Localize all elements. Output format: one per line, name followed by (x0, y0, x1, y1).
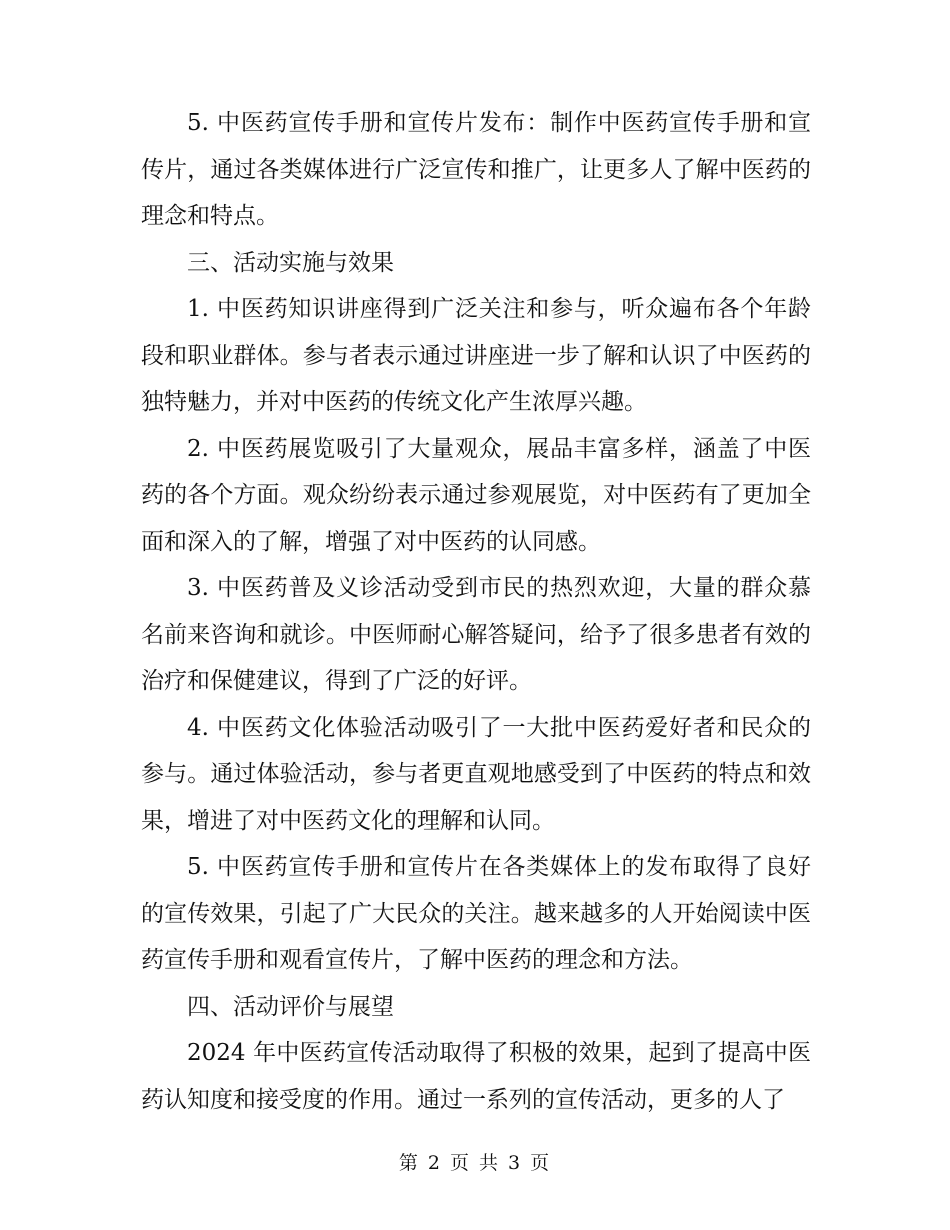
paragraph-result-5-publication: 5. 中医药宣传手册和宣传片在各类媒体上的发布取得了良好的宣传效果，引起了广大民众的关注。越来越多的人开始阅读中医药宣传手册和观看宣传片，了解中医药的理念和方法。 (141, 854, 811, 973)
section-heading-evaluation: 四、活动评价与展望 (187, 993, 394, 1020)
paragraph-item-5-publication: 5. 中医药宣传手册和宣传片发布：制作中医药宣传手册和宣传片，通过各类媒体进行广泛宣传和推广，让更多人了解中医药的理念和特点。 (141, 110, 811, 229)
paragraph-result-4-experience: 4. 中医药文化体验活动吸引了一大批中医药爱好者和民众的参与。通过体验活动，参与者更直观地感受到了中医药的特点和效果，增进了对中医药文化的理解和认同。 (141, 714, 811, 834)
page-number-footer: 第 2 页 共 3 页 (398, 1152, 552, 1174)
section-heading-implementation: 三、活动实施与效果 (187, 249, 394, 276)
document-body (141, 100, 811, 1123)
paragraph-result-3-clinic: 3. 中医药普及义诊活动受到市民的热烈欢迎，大量的群众慕名前来咨询和就诊。中医师耐心解答疑问，给予了很多患者有效的治疗和保健建议，得到了广泛的好评。 (141, 575, 811, 694)
paragraph-result-1-lecture: 1. 中医药知识讲座得到广泛关注和参与，听众遍布各个年龄段和职业群体。参与者表示通过讲座进一步了解和认识了中医药的独特魅力，并对中医药的传统文化产生浓厚兴趣。 (141, 296, 811, 415)
paragraph-result-2-exhibition: 2. 中医药展览吸引了大量观众，展品丰富多样，涵盖了中医药的各个方面。观众纷纷表示通过参观展览，对中医药有了更加全面和深入的了解，增强了对中医药的认同感。 (141, 435, 811, 555)
paragraph-evaluation-summary: 2024 年中医药宣传活动取得了积极的效果，起到了提高中医药认知度和接受度的作用。通过一系列的宣传活动，更多的人了 (141, 1040, 811, 1113)
